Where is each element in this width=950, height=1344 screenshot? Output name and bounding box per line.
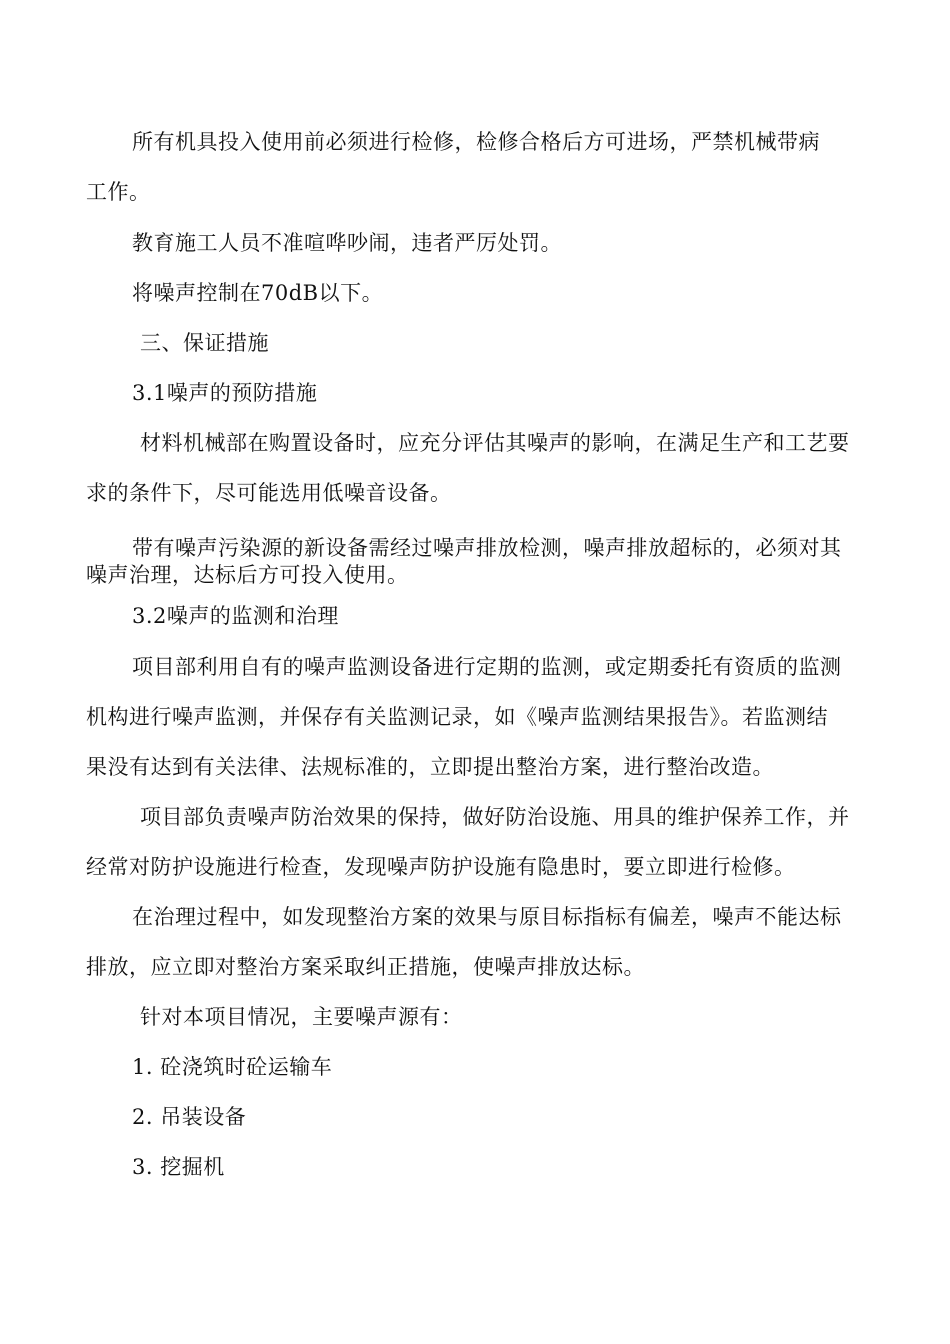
paragraph-procurement-line2: 求的条件下，尽可能选用低噪音设备。 xyxy=(86,481,452,505)
paragraph-treatment-line1: 在治理过程中，如发现整治方案的效果与原目标指标有偏差，噪声不能达标 xyxy=(132,905,842,929)
list-item-hoisting-equipment: 2. 吊装设备 xyxy=(132,1105,247,1129)
list-item-excavator: 3. 挖掘机 xyxy=(132,1155,225,1179)
paragraph-equipment-inspection-line2: 工作。 xyxy=(86,180,151,204)
paragraph-treatment-line2: 排放，应立即对整治方案采取纠正措施，使噪声排放达标。 xyxy=(86,955,645,979)
paragraph-monitoring-line1: 项目部利用自有的噪声监测设备进行定期的监测，或定期委托有资质的监测 xyxy=(132,655,842,679)
paragraph-noise-limit: 将噪声控制在70dB以下。 xyxy=(132,281,384,305)
paragraph-new-equipment-line1: 带有噪声污染源的新设备需经过噪声排放检测，噪声排放超标的，必须对其 xyxy=(132,536,842,560)
paragraph-noise-sources-intro: 针对本项目情况，主要噪声源有： xyxy=(140,1005,463,1029)
subheading-noise-prevention: 3.1噪声的预防措施 xyxy=(132,381,318,405)
list-item-concrete-truck: 1. 砼浇筑时砼运输车 xyxy=(132,1055,333,1079)
paragraph-maintenance-line2: 经常对防护设施进行检查，发现噪声防护设施有隐患时，要立即进行检修。 xyxy=(86,855,796,879)
paragraph-equipment-inspection-line1: 所有机具投入使用前必须进行检修，检修合格后方可进场，严禁机械带病 xyxy=(132,130,820,154)
subheading-noise-monitoring: 3.2噪声的监测和治理 xyxy=(132,604,339,628)
paragraph-worker-education: 教育施工人员不准喧哗吵闹，违者严厉处罚。 xyxy=(132,231,562,255)
paragraph-monitoring-line3: 果没有达到有关法律、法规标准的，立即提出整治方案，进行整治改造。 xyxy=(86,755,774,779)
paragraph-monitoring-line2: 机构进行噪声监测，并保存有关监测记录，如《噪声监测结果报告》。若监测结 xyxy=(86,705,828,729)
section-heading-guarantee-measures: 三、保证措施 xyxy=(140,331,269,355)
paragraph-new-equipment-line2: 噪声治理，达标后方可投入使用。 xyxy=(86,563,409,587)
paragraph-maintenance-line1: 项目部负责噪声防治效果的保持，做好防治设施、用具的维护保养工作，并 xyxy=(140,805,850,829)
paragraph-procurement-line1: 材料机械部在购置设备时，应充分评估其噪声的影响，在满足生产和工艺要 xyxy=(140,431,850,455)
